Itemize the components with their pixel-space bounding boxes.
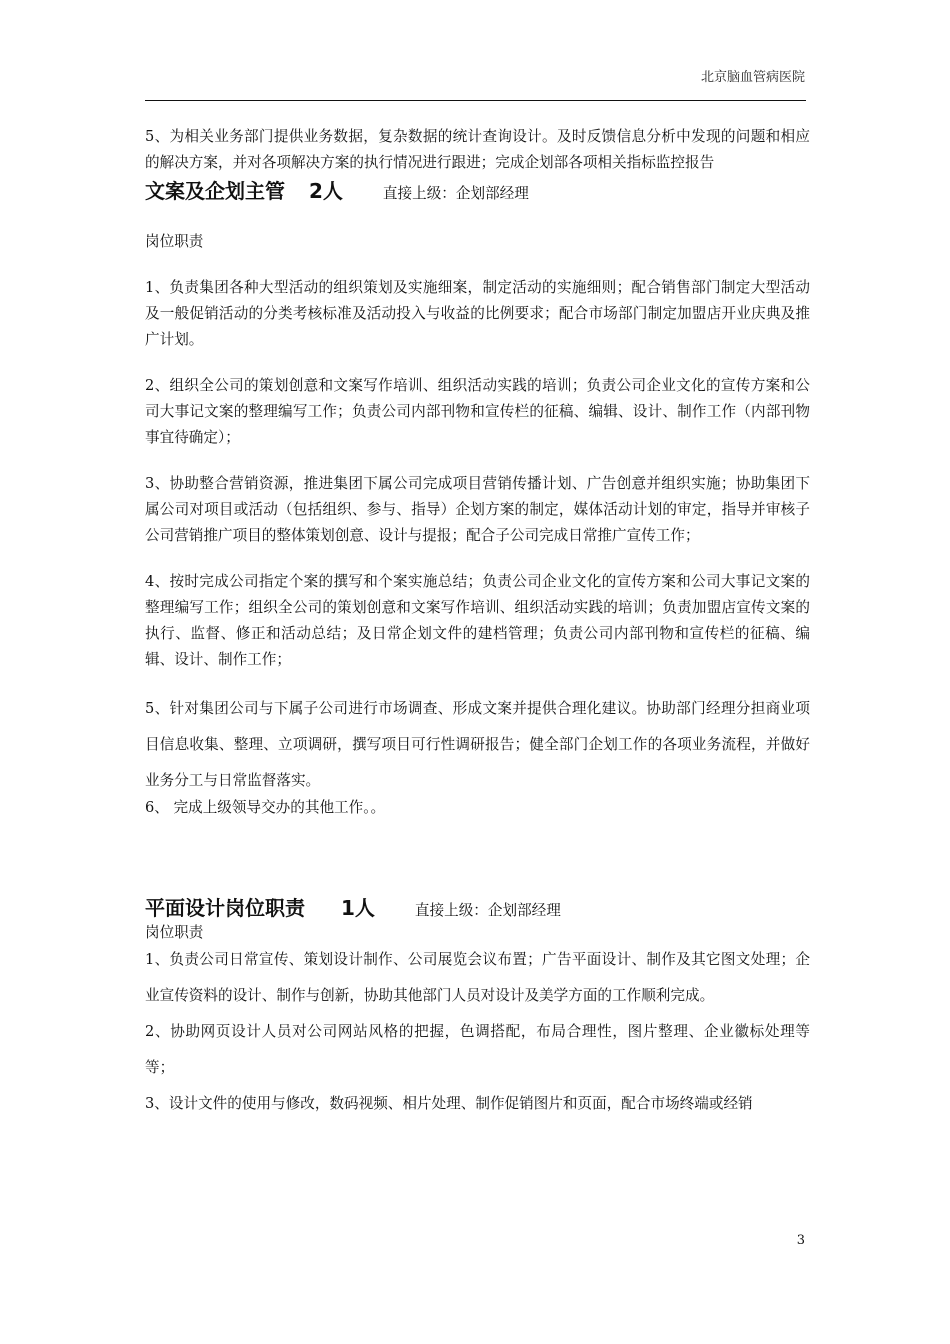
duty-item: 6、 完成上级领导交办的其他工作。。 [145, 799, 386, 816]
direct-supervisor: 直接上级：企划部经理 [382, 185, 529, 202]
page-number: 3 [796, 1233, 805, 1248]
headcount: 2人 [309, 179, 343, 203]
duty-item: 5、针对集团公司与下属子公司进行市场调查、形成文案并提供合理化建议。协助部门经理分担商业项目信息收集、整理、立项调研，撰写项目可行性调研报告；健全部门企划工作的各项业务流程，并做好业务分工与日常监督落实。 [145, 700, 810, 789]
section-subtitle: 岗位职责 [145, 233, 204, 250]
duty-item: 2、协助网页设计人员对公司网站风格的把握，色调搭配，布局合理性，图片整理、企业徽标处理等等； [145, 1023, 810, 1076]
section-subtitle: 岗位职责 [145, 924, 204, 941]
header-divider [145, 100, 806, 101]
section-heading-copywriting-supervisor [145, 176, 810, 209]
direct-supervisor: 直接上级：企划部经理 [414, 902, 561, 919]
duty-item: 3、协助整合营销资源，推进集团下属公司完成项目营销传播计划、广告创意并组织实施；协助集团下属公司对项目或活动（包括组织、参与、指导）企划方案的制定，媒体活动计划的审定，指导并审核子公司营销推广项目的整体策划创意、设计与提报；配合子公司完成日常推广宣传工作； [145, 475, 810, 544]
section-title: 文案及企划主管 [145, 179, 285, 203]
duty-item: 1、负责公司日常宣传、策划设计制作、公司展览会议布置；广告平面设计、制作及其它图文处理；企业宣传资料的设计、制作与创新，协助其他部门人员对设计及美学方面的工作顺利完成。 [145, 951, 810, 1004]
header-organization: 北京脑血管病医院 [700, 70, 805, 85]
duty-item: 3、设计文件的使用与修改，数码视频、相片处理、制作促销图片和页面，配合市场终端或经销 [145, 1095, 753, 1112]
duty-item: 2、组织全公司的策划创意和文案写作培训、组织活动实践的培训；负责公司企业文化的宣传方案和公司大事记文案的整理编写工作；负责公司内部刊物和宣传栏的征稿、编辑、设计、制作工作（内部刊物事宜待确定）； [145, 377, 810, 446]
headcount: 1人 [341, 896, 375, 920]
duty-item: 1、负责集团各种大型活动的组织策划及实施细案，制定活动的实施细则；配合销售部门制定大型活动及一般促销活动的分类考核标准及活动投入与收益的比例要求；配合市场部门制定加盟店开业庆典及推广计划。 [145, 279, 810, 348]
intro-paragraph: 5、为相关业务部门提供业务数据，复杂数据的统计查询设计。及时反馈信息分析中发现的问题和相应的解决方案，并对各项解决方案的执行情况进行跟进；完成企划部各项相关指标监控报告 [145, 128, 810, 171]
section-title: 平面设计岗位职责 [145, 896, 305, 920]
duty-item: 4、按时完成公司指定个案的撰写和个案实施总结；负责公司企业文化的宣传方案和公司大事记文案的整理编写工作；组织全公司的策划创意和文案写作培训、组织活动实践的培训；负责加盟店宣传文案的执行、监督、修正和活动总结；及日常企划文件的建档管理；负责公司内部刊物和宣传栏的征稿、编辑、设计、制作工作； [145, 573, 810, 668]
document-body [145, 124, 810, 1122]
